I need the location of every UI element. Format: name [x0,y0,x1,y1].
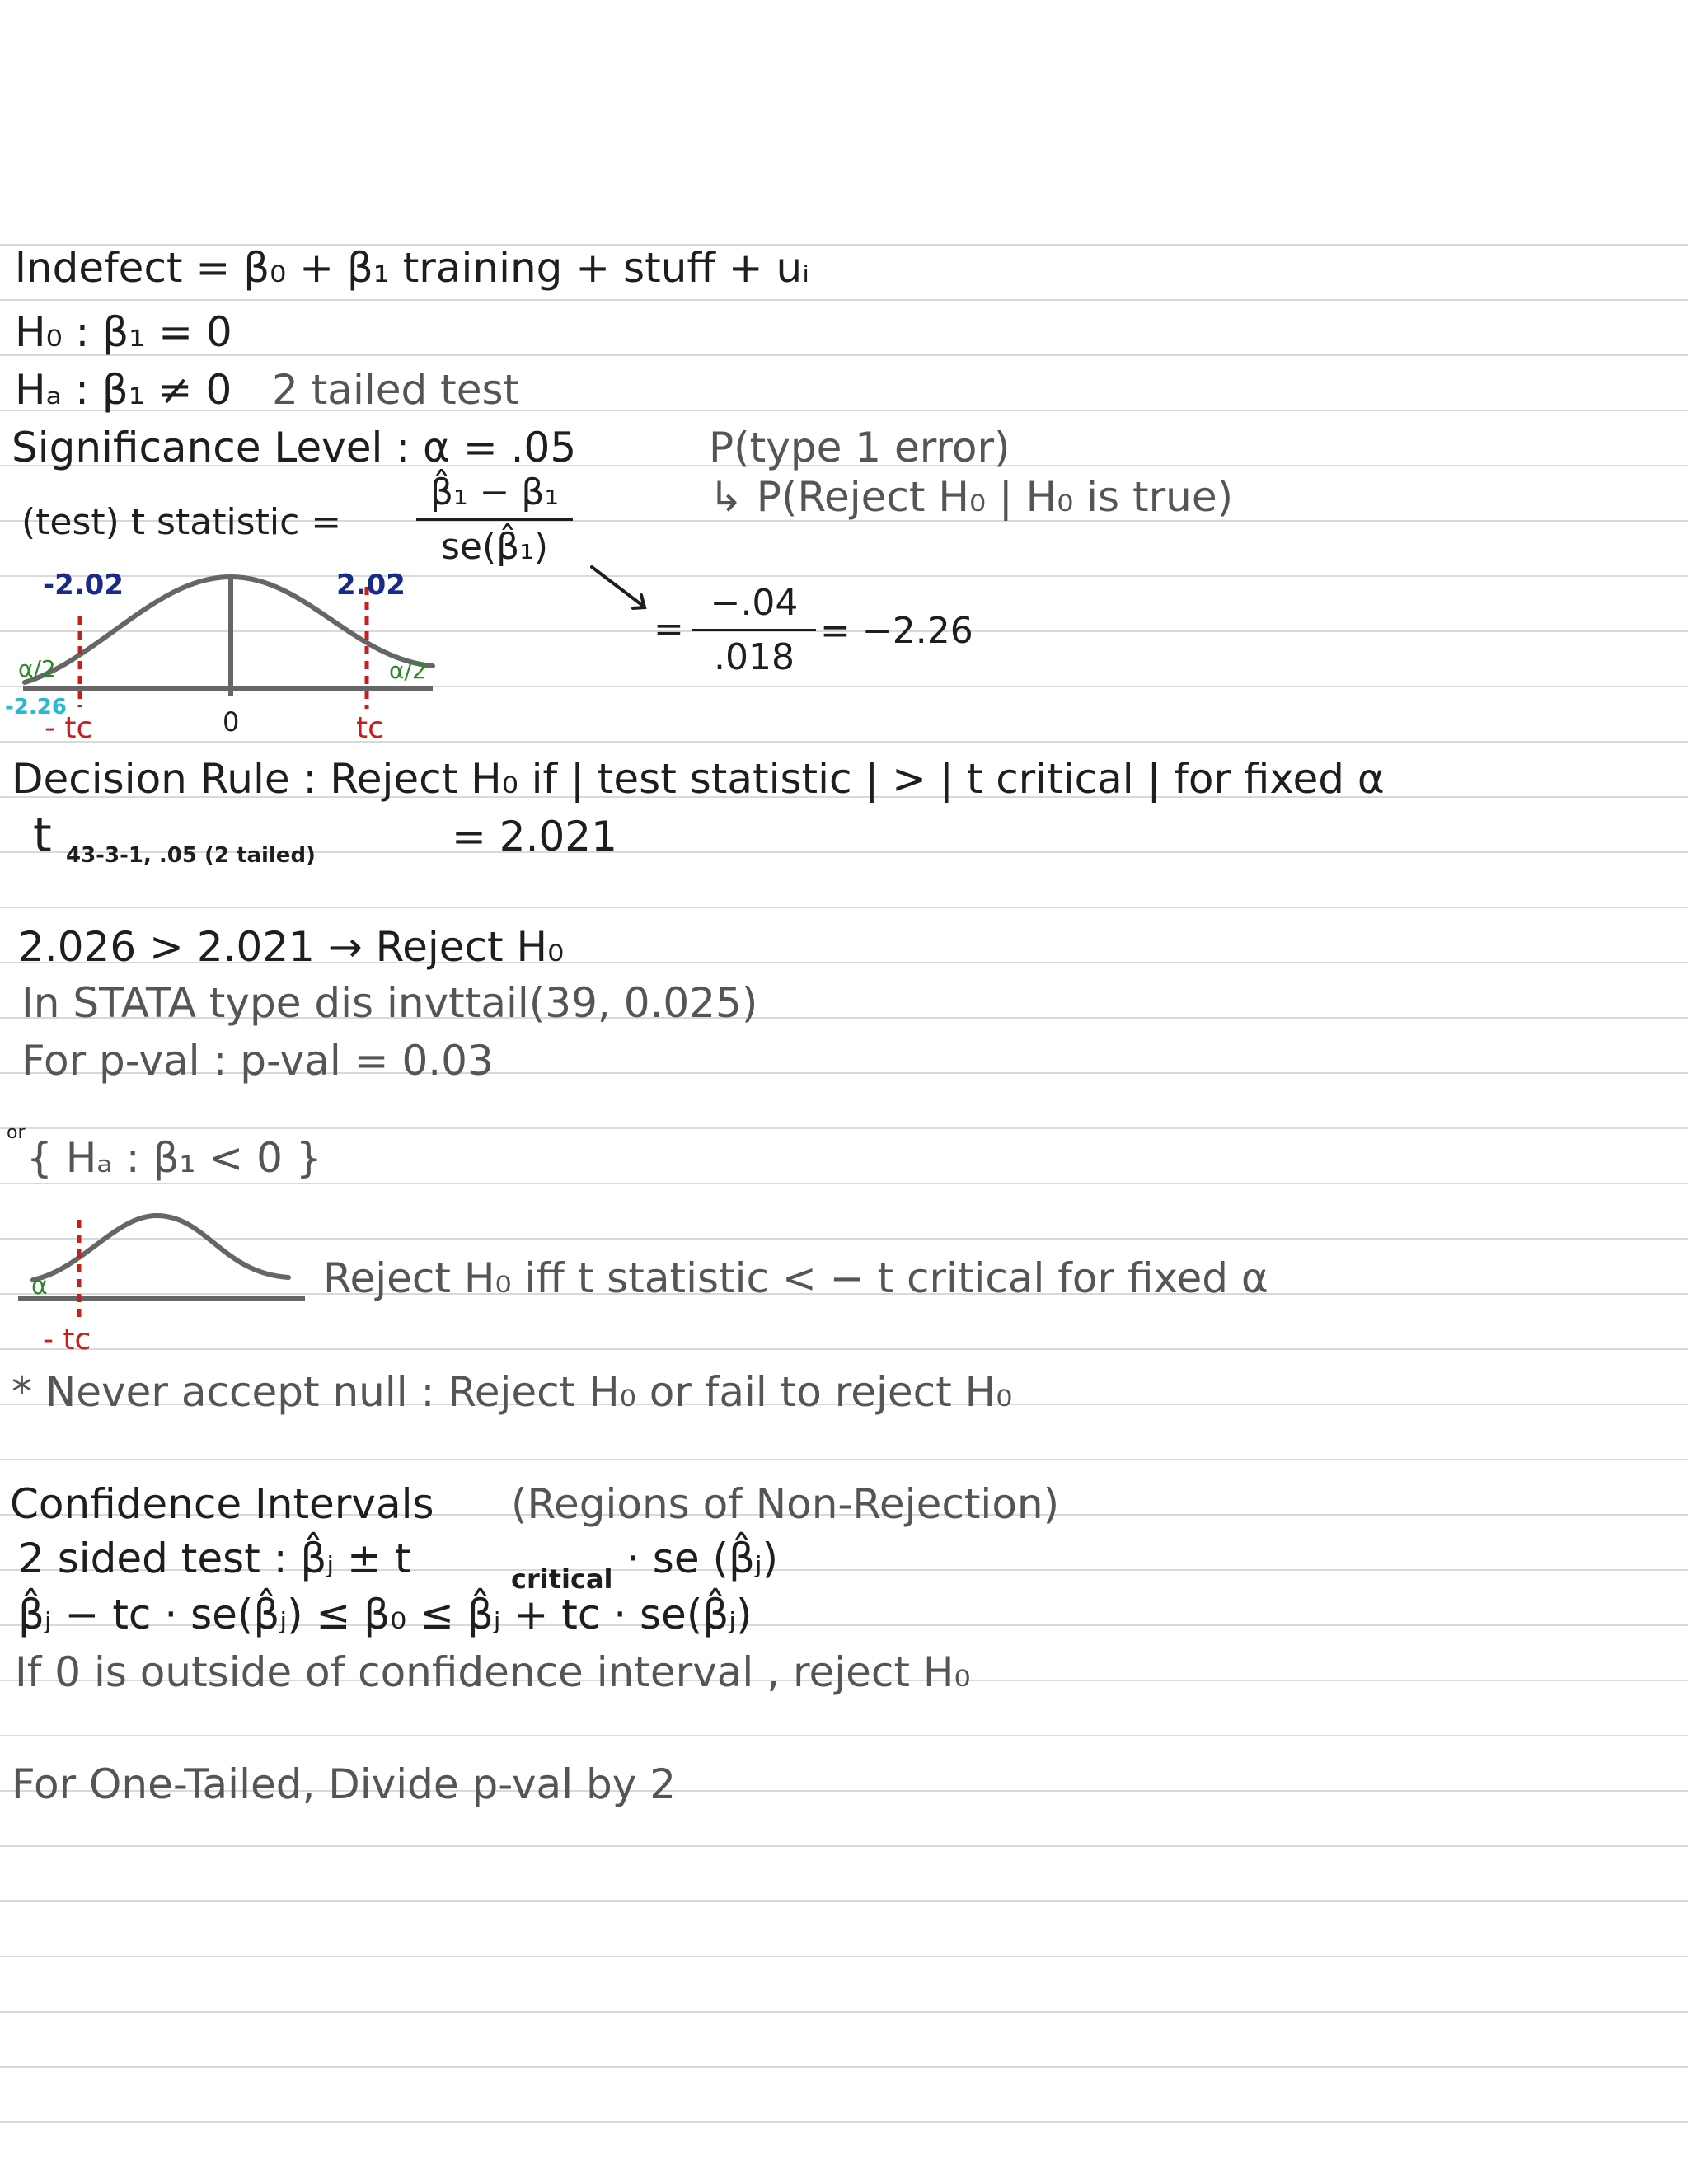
t-critical-symbol: t [33,807,52,863]
one-tailed-curve [33,1216,288,1280]
calc-numerator: −.04 [710,582,799,624]
tc-label: tc [356,711,384,745]
two-tailed-note: 2 tailed test [272,366,520,414]
t-critical-value: = 2.021 [452,813,617,860]
decision-rule: Decision Rule : Reject H₀ if | test statistic | > | t critical | for fixed α [12,755,1385,803]
calc-denominator: .018 [714,636,795,678]
right-alpha-half: α/2 [389,657,427,684]
left-alpha-half: α/2 [18,655,56,682]
ci-title: Confidence Intervals [10,1480,434,1528]
one-tailed-alpha: α [31,1272,48,1301]
or-label: or [7,1122,26,1143]
two-sided-critical-subscript: critical [511,1563,613,1595]
alt-hypothesis: Hₐ : β₁ ≠ 0 [15,366,232,414]
tstat-marker: -2.26 [5,695,67,719]
stata-command: In STATA type dis invttail(39, 0.025) [21,979,758,1027]
ci-interval: β̂ⱼ − tc · se(β̂ⱼ) ≤ β₀ ≤ β̂ⱼ + tc · se(β̂ⱼ) [18,1591,753,1638]
one-tailed-rule: Reject H₀ iff t statistic < − t critical for fixed α [323,1254,1268,1302]
model-equation: lndefect = β₀ + β₁ training + stuff + uᵢ [15,244,810,292]
ci-outside-rule: If 0 is outside of confidence interval , reject H₀ [15,1648,971,1696]
t-critical-subscript: 43-3-1, .05 (2 tailed) [66,843,316,868]
left-critical-value: -2.02 [43,569,124,602]
zero-label: 0 [223,706,240,738]
right-critical-value: 2.02 [336,569,406,602]
calc-equals: = [654,608,684,650]
neg-tc-label: - tc [45,711,93,745]
null-hypothesis: H₀ : β₁ = 0 [15,308,232,356]
ci-subtitle: (Regions of Non-Rejection) [511,1480,1060,1528]
type1-error-definition: ↳ P(Reject H₀ | H₀ is true) [709,473,1234,521]
significance-level: Significance Level : α = .05 [12,424,577,471]
tstat-numerator: β̂₁ − β₁ [429,471,560,513]
two-sided-test: 2 sided test : β̂ⱼ ± t [18,1535,411,1582]
never-accept-null: * Never accept null : Reject H₀ or fail to reject H₀ [12,1368,1013,1416]
type1-error: P(type 1 error) [709,424,1010,471]
calc-result: = −2.26 [820,610,973,652]
one-tailed-alt-hypothesis: { Hₐ : β₁ < 0 } [26,1134,322,1182]
tstat-label: (test) t statistic = [21,501,342,543]
two-sided-se: · se (β̂ⱼ) [626,1535,779,1582]
tstat-denominator: se(β̂₁) [440,526,549,568]
comparison-result: 2.026 > 2.021 → Reject H₀ [18,923,565,971]
p-value: For p-val : p-val = 0.03 [21,1037,494,1085]
one-tailed-neg-tc: - tc [43,1323,91,1357]
one-tailed-pval-note: For One-Tailed, Divide p-val by 2 [12,1760,677,1808]
